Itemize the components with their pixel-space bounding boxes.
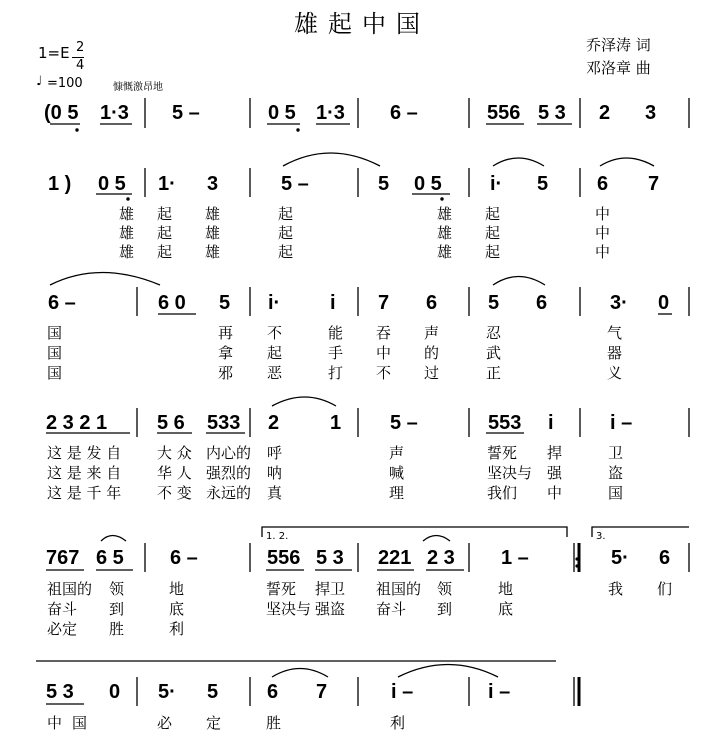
lyric-char: 雄	[119, 205, 135, 223]
note-group: 5	[378, 173, 390, 195]
octave-dot	[126, 197, 129, 200]
lyric-text: 誓死	[487, 444, 518, 462]
lyric-text: 领	[109, 580, 125, 598]
note-group: 5 3	[538, 102, 566, 124]
lyric-char: 起	[485, 205, 501, 223]
note-group: 0 5	[98, 173, 126, 195]
lyric-char: 义	[607, 364, 623, 382]
lyric-char: 国	[47, 344, 63, 362]
note-group: 0 5	[414, 173, 442, 195]
note-group: 7	[316, 681, 328, 703]
lyric-char: 器	[607, 344, 623, 362]
lyric-char: 起	[267, 344, 283, 362]
note-group: 6 0	[158, 292, 186, 314]
lyric-char: 起	[278, 224, 294, 242]
lyric-char: 起	[157, 205, 173, 223]
volta-bracket	[262, 527, 567, 537]
note-group: 3	[645, 102, 657, 124]
note-group: 6 –	[48, 292, 76, 314]
lyric-char: 雄	[205, 224, 221, 242]
lyric-char: 能	[328, 324, 344, 342]
lyric-char: 邪	[218, 364, 234, 382]
note-group: 6	[426, 292, 438, 314]
lyric-char: 起	[485, 224, 501, 242]
note-group: 5 –	[281, 173, 309, 195]
note-group: 6 –	[170, 547, 198, 569]
note-group: 3	[207, 173, 219, 195]
note-group: 0	[658, 292, 670, 314]
note-group: 556	[487, 102, 521, 124]
slur	[600, 158, 654, 166]
lyric-text: 们	[657, 580, 673, 598]
note-group: 2 3	[427, 547, 455, 569]
lyric-char: 起	[157, 224, 173, 242]
lyric-text: 强烈的	[206, 464, 252, 482]
lyric-text: 誓死	[266, 580, 297, 598]
lyric-char: 起	[278, 243, 294, 261]
lyric-text: 永远的	[206, 484, 252, 502]
lyric-char: 雄	[119, 243, 135, 261]
note-group: 0	[109, 681, 121, 703]
lyric-char: 中	[595, 205, 611, 223]
lyric-text: 坚决与	[487, 464, 533, 482]
time-signature-top: 2	[76, 40, 85, 55]
lyric-char: 中	[595, 224, 611, 242]
lyric-char: 雄	[437, 205, 453, 223]
lyric-text: 奋斗	[47, 600, 78, 618]
repeat-dot	[575, 557, 578, 560]
note-group: 5 –	[172, 102, 200, 124]
lyric-char: 定	[206, 714, 222, 732]
note-group: 2	[268, 412, 280, 434]
lyric-char: 忍	[486, 324, 502, 342]
lyric-char: 起	[278, 205, 294, 223]
lyric-char: 起	[485, 243, 501, 261]
note-group: 5	[219, 292, 231, 314]
lyric-text: 利	[169, 620, 185, 638]
lyric-char: 雄	[119, 224, 135, 242]
note-group: 6	[536, 292, 548, 314]
note-group: 5	[207, 681, 219, 703]
lyric-text: 祖国的	[47, 580, 93, 598]
lyric-text: 中	[547, 484, 563, 502]
note-group: 1·	[158, 173, 176, 195]
note-group: 2 3 2 1	[46, 412, 108, 434]
lyric-text: 到	[437, 600, 453, 618]
volta-label: 3.	[596, 531, 606, 542]
lyric-char: 中	[595, 243, 611, 261]
note-group: 1	[330, 412, 342, 434]
note-group: i·	[490, 173, 503, 195]
lyric-char: 雄	[437, 224, 453, 242]
lyric-text: 底	[498, 600, 514, 618]
volta-label: 1. 2.	[266, 531, 289, 542]
slur	[493, 277, 545, 286]
lyric-text: 捍卫	[315, 580, 346, 598]
lyric-text: 真	[267, 484, 283, 502]
lyric-char: 恶	[267, 364, 283, 382]
lyric-text: 奋斗	[376, 600, 407, 618]
note-group: 556	[267, 547, 301, 569]
lyric-char: 武	[486, 344, 502, 362]
lyricist: 乔泽涛 词	[586, 36, 651, 54]
lyric-text: 这 是 来 自	[47, 464, 122, 482]
lyric-text: 盗	[608, 464, 624, 482]
note-group: 5·	[158, 681, 176, 703]
slur	[272, 669, 328, 678]
note-group: 5 3	[46, 681, 74, 703]
lyric-text: 地	[169, 580, 185, 598]
lyric-text: 理	[389, 484, 405, 502]
lyric-text: 强盗	[315, 600, 346, 618]
slur	[101, 536, 126, 542]
lyric-char: 胜	[266, 714, 282, 732]
note-group: 5	[488, 292, 500, 314]
lyric-char: 国	[47, 364, 63, 382]
lyric-text: 喊	[389, 464, 405, 482]
note-group: i –	[391, 681, 414, 703]
slur	[398, 665, 498, 678]
note-group: 5	[537, 173, 549, 195]
lyric-text: 底	[169, 600, 185, 618]
lyric-text: 内心的	[206, 444, 252, 462]
expression-marking: 慷慨激昂地	[113, 82, 163, 93]
slur	[50, 273, 160, 286]
slur	[283, 153, 380, 166]
note-group: 533	[207, 412, 241, 434]
lyric-char: 雄	[437, 243, 453, 261]
lyric-char: 国	[72, 714, 88, 732]
lyric-char: 声	[424, 324, 440, 342]
octave-dot	[440, 197, 443, 200]
composer: 邓洛章 曲	[586, 59, 651, 77]
lyric-char: 起	[157, 243, 173, 261]
lyric-char: 吞	[376, 324, 392, 342]
note-group: 5 –	[390, 412, 418, 434]
slur	[423, 536, 450, 542]
lyric-text: 我	[608, 580, 624, 598]
note-group: 6	[267, 681, 279, 703]
lyric-text: 不 变	[157, 484, 192, 502]
lyric-text: 卫	[608, 444, 624, 462]
lyric-text: 呼	[267, 444, 283, 462]
lyric-char: 打	[328, 364, 344, 382]
note-group: 5 6	[157, 412, 185, 434]
slur	[493, 158, 544, 166]
note-group: 1·3	[316, 102, 345, 124]
lyric-char: 气	[607, 324, 623, 342]
song-title: 雄起中国	[294, 10, 430, 38]
lyric-text: 呐	[267, 464, 283, 482]
lyric-text: 这 是 发 自	[47, 444, 122, 462]
lyric-char: 正	[486, 364, 502, 382]
note-group: 221	[378, 547, 412, 569]
note-group: 553	[488, 412, 522, 434]
lyric-char: 必	[157, 714, 173, 732]
note-group: 6	[597, 173, 609, 195]
volta-bracket	[592, 527, 689, 537]
note-group: i –	[488, 681, 511, 703]
note-group: i –	[610, 412, 633, 434]
note-group: 6 –	[390, 102, 418, 124]
lyric-text: 国	[608, 484, 624, 502]
lyric-text: 华 人	[157, 464, 192, 482]
lyric-char: 利	[390, 714, 406, 732]
lyric-char: 过	[424, 364, 440, 382]
note-group: i	[548, 412, 554, 434]
lyric-text: 这 是 千 年	[47, 484, 122, 502]
lyric-text: 胜	[109, 620, 125, 638]
note-group: 6	[659, 547, 671, 569]
repeat-dot	[575, 564, 578, 567]
lyric-char: 拿	[218, 344, 234, 362]
note-group: 2	[599, 102, 611, 124]
note-group: 767	[46, 547, 80, 569]
lyric-text: 地	[498, 580, 514, 598]
lyric-char: 不	[376, 364, 392, 382]
note-group: 3·	[610, 292, 628, 314]
lyric-char: 的	[424, 344, 440, 362]
lyric-text: 强	[547, 464, 563, 482]
lyric-text: 领	[437, 580, 453, 598]
key-signature: 1=E	[38, 44, 70, 62]
slur	[272, 397, 336, 406]
note-group: (0 5	[44, 102, 79, 124]
lyric-text: 我们	[487, 484, 518, 502]
note-group: 1 –	[501, 547, 529, 569]
time-signature-bottom: 4	[76, 58, 85, 73]
tempo-note-icon: ♩	[36, 74, 43, 89]
lyric-text: 祖国的	[376, 580, 422, 598]
lyric-char: 雄	[205, 243, 221, 261]
note-group: 1 )	[48, 173, 72, 195]
lyric-char: 中	[376, 344, 392, 362]
tempo-marking: =100	[47, 76, 83, 91]
note-group: 7	[648, 173, 660, 195]
note-group: 7	[378, 292, 390, 314]
lyric-char: 再	[218, 324, 234, 342]
note-group: 1·3	[100, 102, 129, 124]
lyric-char: 不	[267, 324, 283, 342]
lyric-text: 声	[389, 444, 405, 462]
octave-dot	[296, 128, 299, 131]
lyric-char: 国	[47, 324, 63, 342]
lyric-text: 到	[109, 600, 125, 618]
lyric-char: 雄	[205, 205, 221, 223]
note-group: i·	[268, 292, 281, 314]
note-group: 5·	[611, 547, 629, 569]
note-group: 6 5	[96, 547, 124, 569]
note-group: 5 3	[316, 547, 344, 569]
note-group: i	[330, 292, 336, 314]
lyric-text: 大 众	[157, 444, 192, 462]
lyric-text: 必定	[47, 620, 78, 638]
note-group: 0 5	[268, 102, 296, 124]
lyric-text: 捍	[547, 444, 563, 462]
lyric-char: 中	[47, 714, 63, 732]
lyric-text: 坚决与	[266, 600, 312, 618]
lyric-char: 手	[328, 344, 344, 362]
octave-dot	[75, 128, 78, 131]
